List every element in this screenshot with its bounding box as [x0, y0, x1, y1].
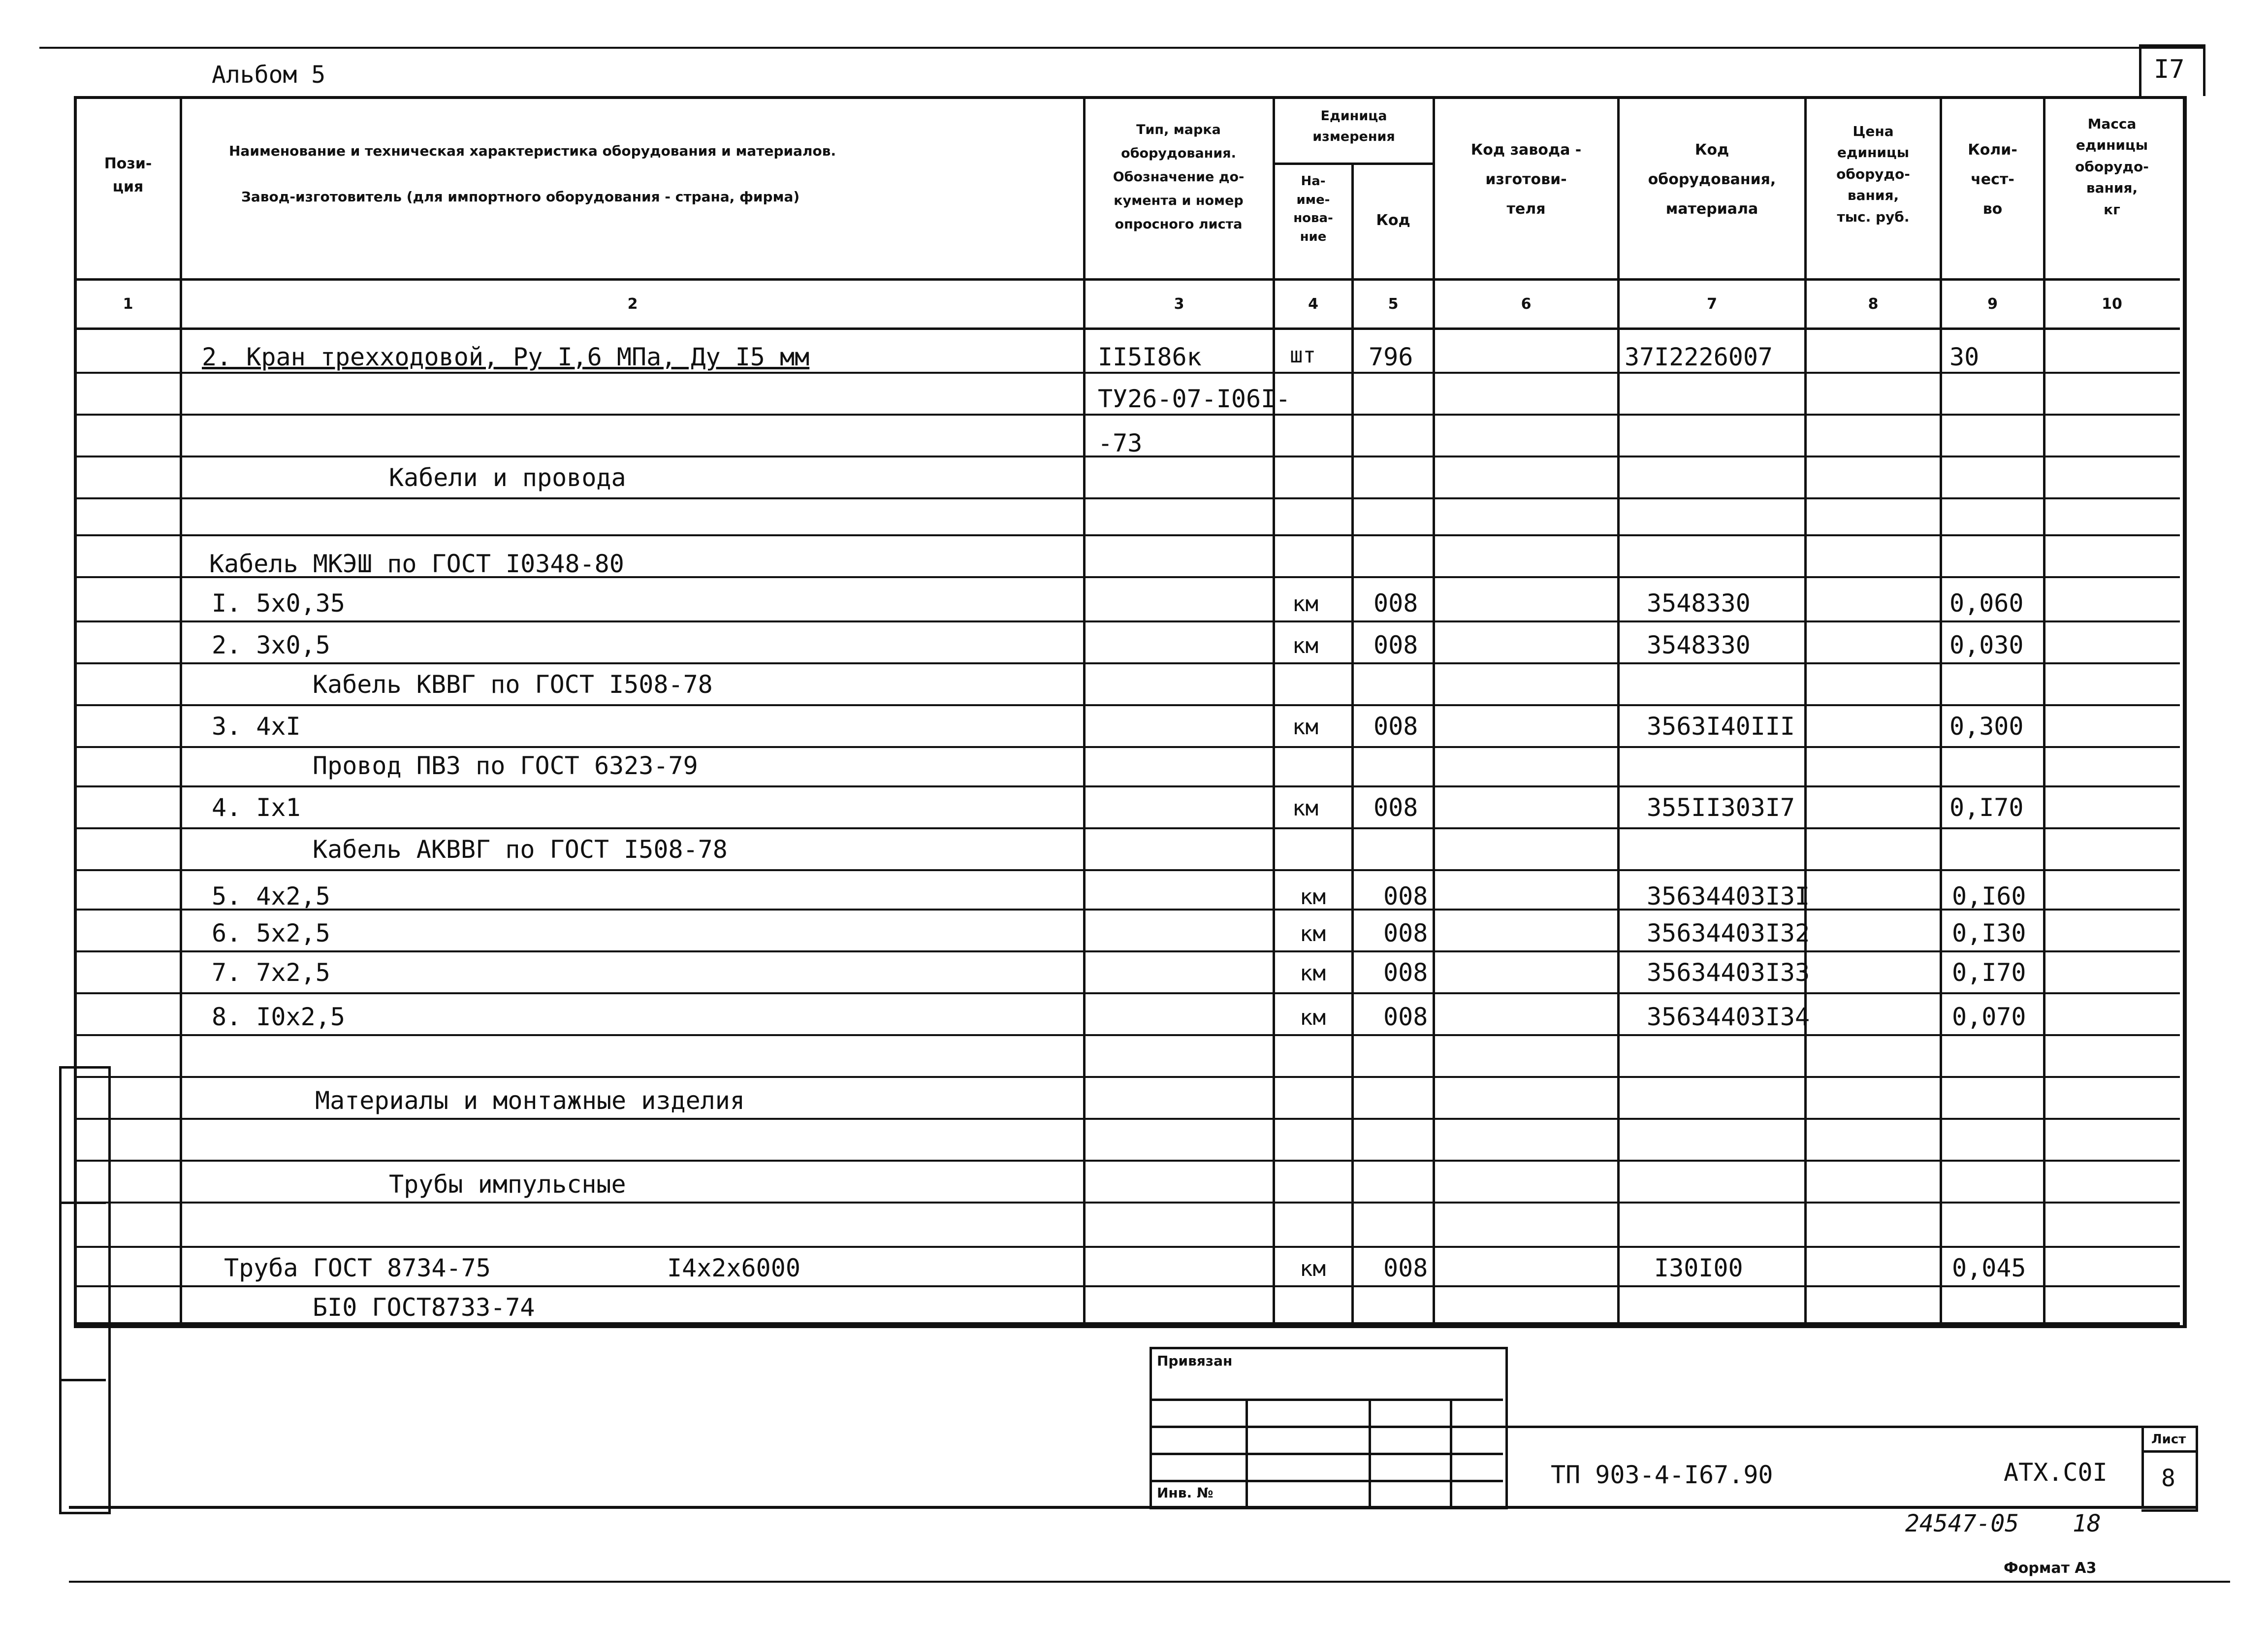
row-1-qty: 30: [1949, 343, 1980, 371]
section-cables-title: Кабели и провода: [389, 463, 626, 492]
colnum-6: 6: [1521, 295, 1532, 313]
row-19-eq: I30I00: [1654, 1254, 1743, 1282]
row-11-unit: км: [1292, 796, 1318, 821]
row-7-eq: 3548330: [1647, 631, 1751, 659]
row-11-qty: 0,I70: [1949, 793, 2024, 822]
header-unit-code: Код: [1376, 212, 1410, 229]
row-19-name: Труба ГОСТ 8734-75: [224, 1254, 491, 1282]
row-15-name: 7. 7х2,5: [212, 958, 330, 987]
row-1-unit: шт: [1290, 343, 1316, 368]
row-13-unit: км: [1300, 884, 1326, 910]
row-7-name: 2. 3х0,5: [212, 631, 330, 659]
stamp-vline-3: [1450, 1399, 1452, 1507]
section-pipes-title: Трубы импульсные: [389, 1170, 626, 1199]
row-mkesh-title: Кабель МКЭШ по ГОСТ I0348-80: [209, 550, 624, 578]
colnum-9: 9: [1987, 295, 1998, 313]
row-19-size: I4х2х6000: [667, 1254, 800, 1282]
header-type: Тип, марка оборудования. Обозначение до- кумента и номер опросного листа: [1113, 122, 1245, 232]
header-quantity: Коли- чест- во: [1968, 141, 2017, 218]
row-6-eq: 3548330: [1647, 589, 1751, 618]
row-9-code: 008: [1374, 712, 1418, 741]
row-6-name: I. 5х0,35: [212, 589, 345, 618]
row-15-unit: км: [1300, 961, 1326, 986]
row-akvvg-title: Кабель АКВВГ по ГОСТ I508-78: [313, 835, 728, 864]
header-unit: Единица измерения: [1312, 108, 1395, 144]
doc-number: ТП 903-4-I67.90: [1551, 1461, 1773, 1489]
sheet-number: 8: [2161, 1465, 2175, 1492]
colnum-3: 3: [1174, 295, 1184, 313]
row-9-eq: 3563I40III: [1647, 712, 1795, 741]
colnum-1: 1: [123, 295, 133, 313]
colnum-10: 10: [2102, 295, 2122, 313]
header-mass: Масса единицы оборудо- вания, кг: [2075, 116, 2149, 218]
top-rule: [39, 47, 2205, 49]
stamp-vline-1: [1246, 1399, 1248, 1507]
table-frame: [74, 96, 2187, 1328]
sheet-box-line: [2141, 1450, 2198, 1453]
row-20-name: БI0 ГОСТ8733-74: [313, 1293, 535, 1322]
row-15-code: 008: [1383, 958, 1428, 987]
archive-sheet: 18: [2073, 1510, 2101, 1537]
unit-header-divider: [1273, 163, 1433, 165]
album-title: Альбом 5: [212, 61, 326, 89]
row-9-name: 3. 4хI: [212, 712, 301, 741]
header-equipment-code: Код оборудования, материала: [1648, 141, 1776, 218]
doc-code: АТХ.С0I: [2004, 1458, 2108, 1487]
row-16-qty: 0,070: [1952, 1003, 2026, 1031]
section-materials-title: Материалы и монтажные изделия: [315, 1086, 745, 1115]
stamp-attached-label: Привязан: [1157, 1353, 1233, 1369]
header-unit-name: На- име- нова- ние: [1293, 174, 1333, 245]
row-14-code: 008: [1383, 919, 1428, 947]
colnum-bottom: [74, 327, 2180, 330]
footer-rule: [69, 1581, 2230, 1583]
row-7-code: 008: [1374, 631, 1418, 659]
row-pvz-title: Провод ПВ3 по ГОСТ 6323-79: [313, 751, 698, 780]
row-19-unit: км: [1300, 1256, 1326, 1281]
row-13-name: 5. 4х2,5: [212, 882, 330, 911]
row-16-eq: 35634403I34: [1647, 1003, 1810, 1031]
row-16-name: 8. I0х2,5: [212, 1003, 345, 1031]
row-13-eq: 35634403I3I: [1647, 882, 1810, 911]
row-14-name: 6. 5х2,5: [212, 919, 330, 947]
row-1-type: II5I86к: [1098, 343, 1202, 371]
row-6-qty: 0,060: [1949, 589, 2024, 618]
title-block-top: [1503, 1426, 2143, 1428]
colnum-5: 5: [1388, 295, 1399, 313]
header-price: Цена единицы оборудо- вания, тыс. руб.: [1836, 123, 1910, 225]
row-9-unit: км: [1292, 715, 1318, 740]
row-14-qty: 0,I30: [1952, 919, 2026, 947]
row-7-qty: 0,030: [1949, 631, 2024, 659]
header-name-line2: Завод-изготовитель (для импортного оборудования - страна, фирма): [241, 189, 800, 205]
archive-number: 24547-05: [1905, 1510, 2019, 1537]
row-11-name: 4. Iх1: [212, 793, 301, 822]
header-position: Пози- ция: [104, 155, 152, 195]
row-11-code: 008: [1374, 793, 1418, 822]
stamp-vline-2: [1369, 1399, 1371, 1507]
row-14-eq: 35634403I32: [1647, 919, 1810, 947]
row-16-unit: км: [1300, 1005, 1326, 1030]
stamp-inv-label: Инв. №: [1157, 1485, 1214, 1501]
colnum-4: 4: [1308, 295, 1318, 313]
row-2-type: ТУ26-07-I06I-: [1098, 385, 1291, 413]
row-9-qty: 0,300: [1949, 712, 2024, 741]
header-bottom: [74, 278, 2180, 281]
corner-page-number: I7: [2154, 55, 2185, 84]
row-kvvg-title: Кабель КВВГ по ГОСТ I508-78: [313, 670, 713, 699]
format-label: Формат А3: [2004, 1560, 2097, 1577]
row-15-eq: 35634403I33: [1647, 958, 1810, 987]
row-1-eq: 37I2226007: [1625, 343, 1773, 371]
row-1-name: 2. Кран трехходовой, Ру I,6 МПа, Ду I5 мм: [202, 343, 810, 371]
row-1-code: 796: [1369, 343, 1413, 371]
row-13-qty: 0,I60: [1952, 882, 2026, 911]
row-16-code: 008: [1383, 1003, 1428, 1031]
row-19-qty: 0,045: [1952, 1254, 2026, 1282]
colnum-7: 7: [1707, 295, 1717, 313]
col-line-4: [1351, 163, 1354, 1322]
header-maker-code: Код завода - изготови- теля: [1470, 141, 1582, 218]
row-14-unit: км: [1300, 921, 1326, 946]
row-7-unit: км: [1292, 633, 1318, 658]
sheet-label: Лист: [2151, 1432, 2186, 1447]
row-15-qty: 0,I70: [1952, 958, 2026, 987]
row-11-eq: 355II303I7: [1647, 793, 1795, 822]
colnum-8: 8: [1868, 295, 1879, 313]
header-name-line1: Наименование и техническая характеристика оборудования и материалов.: [229, 143, 836, 159]
row-3-type: -73: [1098, 429, 1143, 457]
row-6-unit: км: [1292, 591, 1318, 617]
frame-bottom-rule: [69, 1506, 2196, 1509]
binding-line-2: [59, 1379, 106, 1381]
colnum-2: 2: [627, 295, 638, 313]
row-6-code: 008: [1374, 589, 1418, 618]
row-19-code: 008: [1383, 1254, 1428, 1282]
binding-strip: [59, 1066, 111, 1514]
row-13-code: 008: [1383, 882, 1428, 911]
